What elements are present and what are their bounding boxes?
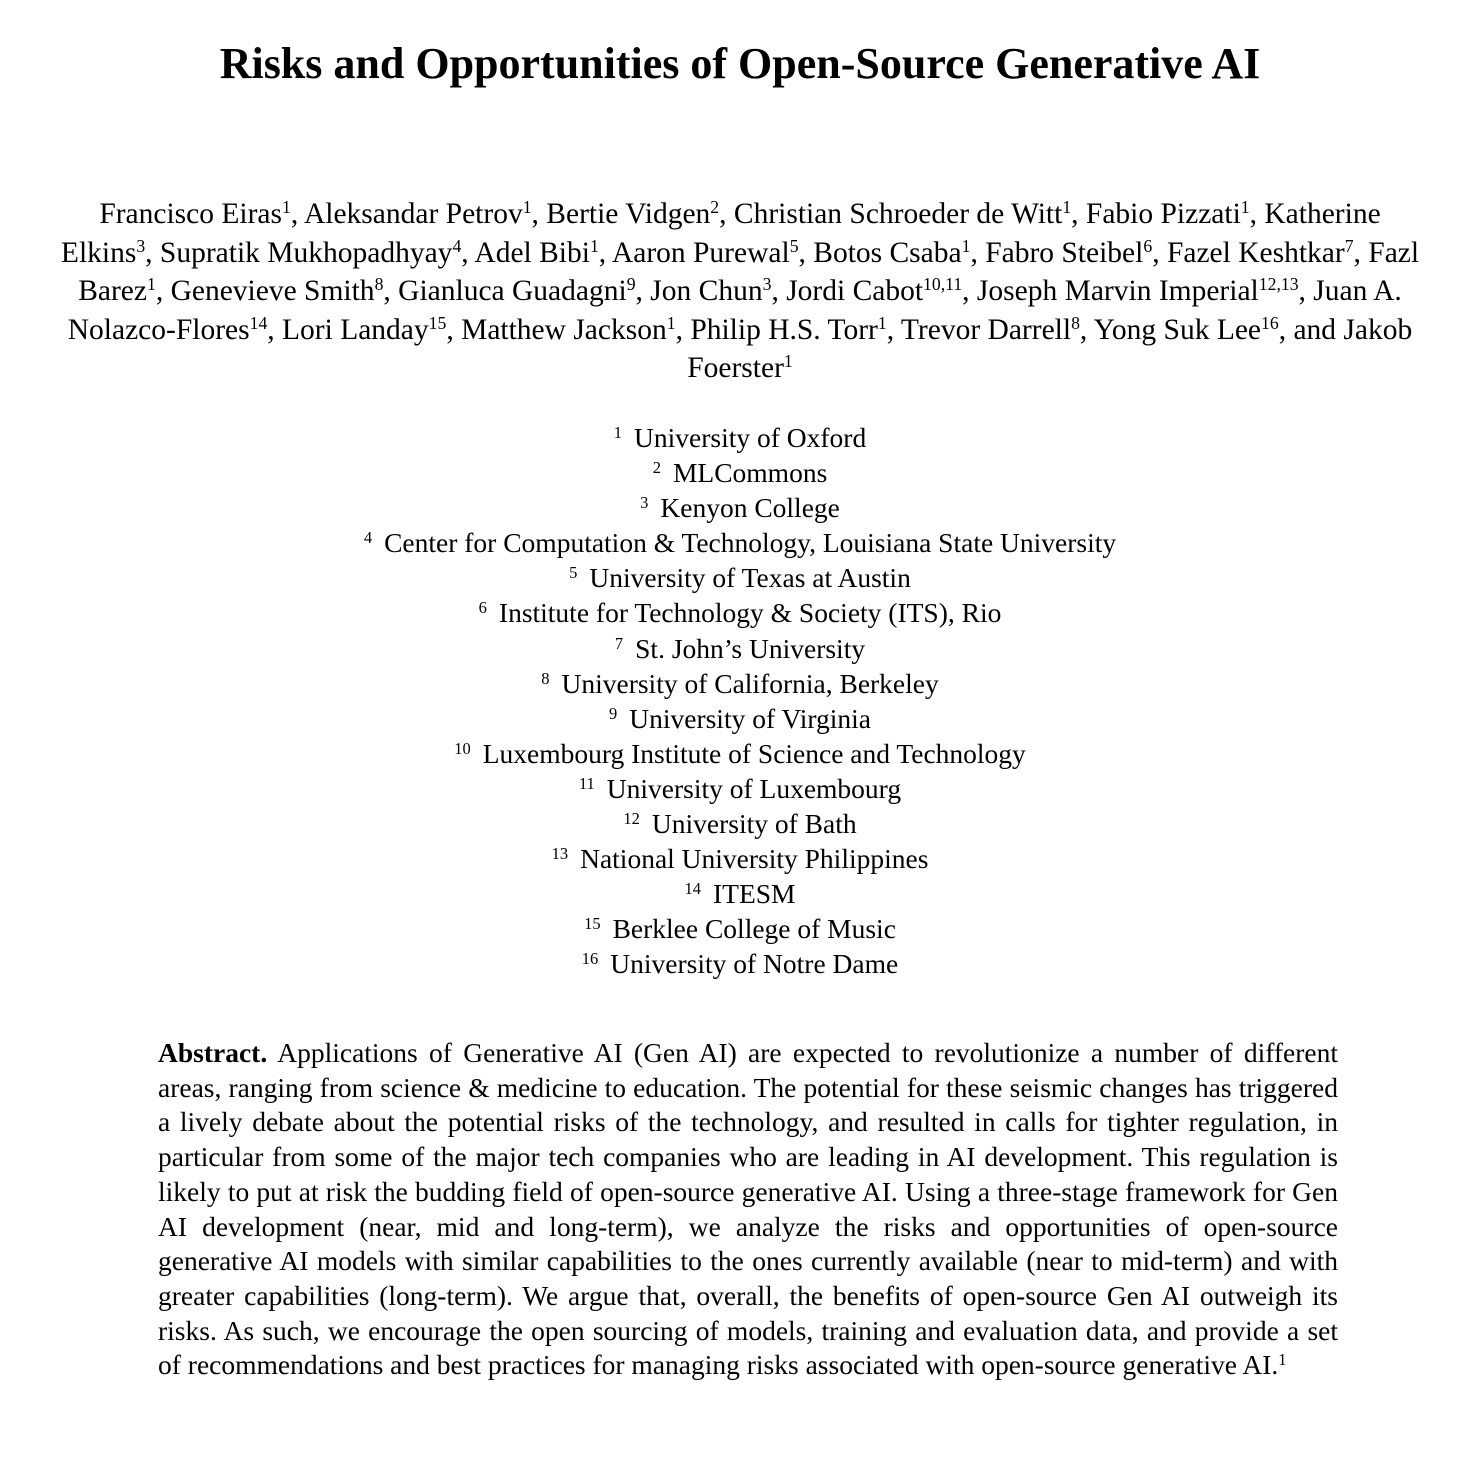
author-name: Katherine Elkins [60,198,1381,269]
author-affiliation-mark: 8 [374,274,384,295]
affiliation-name: University of Oxford [634,422,867,453]
abstract-label: Abstract. [158,1037,268,1068]
affiliation-item [0,490,1480,525]
author-name: Fazl Barez [78,236,1420,307]
author-affiliation-mark: 3 [136,235,146,256]
affiliation-name: MLCommons [672,457,828,489]
author-affiliation-mark: 2 [710,197,720,218]
affiliation-name: Berklee College of Music [612,913,896,945]
affiliation-number: 16 [581,949,599,969]
affiliation-item [0,666,1480,701]
author-name: Juan A. Nolazco-Flores [67,275,1402,346]
affiliation-item [0,911,1480,946]
author-name: Aleksandar Petrov [303,198,523,230]
abstract-text: Applications of Generative AI (Gen AI) are expected to revolutionize a number of different areas, ranging from science & medicine to education. The potential for these seismic changes has triggered a lively debate about the potential risks of the technology, and resulted in calls for tighter regulation, in particular from some of the major tech companies who are leading in AI development. This regulation is likely to put at risk the budding field of open-source generative AI. Using a three-stage framework for Gen AI development (near, mid and long-term), we analyze the risks and opportunities of open-source generative AI models with similar capabilities to the ones currently available (near to mid-term) and with greater capabilities (long-term). We argue that, overall, the benefits of open-source Gen AI outweigh its risks. As such, we encourage the open sourcing of models, training and evaluation data, and provide a set of recommendations and best practices for managing risks associated with open-source generative AI. [158,1037,1338,1381]
affiliation-number: 7 [614,633,624,653]
author-affiliation-mark: 1 [1240,197,1250,218]
affiliation-number: 10 [454,738,471,758]
author-list: Francisco Eiras$^1$, Aleksandar Petrov$^1$, Bertie Vidgen$^2$, Christian Schroeder de Witt$^1$, Fabio Pizzati$^1$, Katherine Elkins$^3$, Supratik Mukhopadhyay$^4$, Adel Bibi$^1$, Aaron Purewal$^5$, Botos Csaba$^1$, Fabro Steibel$^6$, Fazel Keshtkar$^7$, Fazl Barez$^1$, Genevieve Smith$^8$, Gianluca Guadagni$^9$, Jon Chun$^3$, Jordi Cabot$^{10,11}$, Joseph Marvin Imperial$^{12,13}$, Juan A. Nolazco-Flores$^{14}$, Lori Landay$^{15}$, Matthew Jackson$^1$, Philip H.S. Torr$^1$, Trevor Darrell$^8$, Yong Suk Lee$^{16}$, and Jakob Foerster$^1$ [60,197,1420,384]
affiliation-number: 14 [684,879,701,899]
author-name: Philip H.S. Torr [690,313,878,346]
affiliation-name: Kenyon College [660,492,840,524]
affiliation-number: 9 [608,703,618,723]
author-affiliation-mark: 15 [428,312,447,333]
author-name: Fabio Pizzati [1085,198,1241,230]
author-name: Supratik Mukhopadhyay [159,236,453,269]
author-name: Aaron Purewal [611,236,790,269]
affiliation-number: 6 [478,598,487,618]
author-conjunction: and [1293,313,1337,346]
author-affiliation-mark: 3 [762,274,772,295]
affiliation-number: 1 [613,422,623,442]
author-affiliation-mark: 8 [1071,312,1080,333]
author-name: Gianluca Guadagni [398,275,627,307]
author-name: Francisco Eiras [99,198,282,230]
affiliation-item [0,455,1480,490]
author-name: Jakob Foerster [687,313,1413,384]
affiliation-number: 2 [652,458,661,478]
affiliation-item [0,771,1480,806]
author-name: Jordi Cabot [786,275,924,307]
abstract [158,1036,1338,1383]
author-affiliation-mark: 1 [666,312,676,333]
affiliation-number: 15 [584,914,601,934]
author-affiliation-mark: 7 [1344,235,1354,256]
author-name: Adel Bibi [474,236,590,269]
abstract-footnote-mark: 1 [1278,1350,1287,1370]
author-affiliation-mark: 14 [249,312,268,333]
author-affiliation-mark: 16 [1261,312,1279,333]
affiliation-item [0,946,1480,981]
author-affiliation-mark: 1 [1062,197,1072,218]
affiliation-name: University of Texas at Austin [589,562,911,594]
affiliation-number: 11 [578,773,595,793]
author-affiliation-mark: 6 [1143,235,1153,256]
author-name: Fazel Keshtkar [1166,236,1345,269]
author-name: Botos Csaba [813,236,962,269]
author-name: Joseph Marvin Imperial [976,275,1259,307]
author-affiliation-mark: 1 [877,312,887,333]
author-affiliation-mark: 9 [626,274,636,295]
affiliation-number: 4 [363,528,373,548]
affiliation-item [0,701,1480,736]
author-name: Jon Chun [650,275,763,307]
author-affiliation-mark: 1 [146,274,156,295]
affiliation-item [0,595,1480,630]
affiliation-name: Institute for Technology & Society (ITS), Rio [498,597,1002,629]
author-name: Matthew Jackson [461,313,667,346]
affiliation-number: 5 [569,563,578,583]
affiliation-name: University of Luxembourg [606,772,902,804]
affiliation-number: 8 [541,668,550,688]
affiliation-name: Center for Computation & Technology, Louisiana State University [384,527,1117,559]
affiliation-number: 13 [551,844,569,864]
author-affiliation-mark: 4 [452,235,462,256]
author-name: Trevor Darrell [900,313,1072,346]
affiliation-name: University of Virginia [629,702,871,734]
author-affiliation-mark: 1 [589,235,599,256]
author-name: Fabro Steibel [985,236,1144,269]
affiliation-name: National University Philippines [580,843,929,875]
affiliation-item [0,806,1480,841]
author-affiliation-mark: 1 [522,197,532,218]
author-affiliation-mark: 5 [789,235,799,256]
author-affiliation-mark: 12,13 [1258,274,1299,295]
affiliation-item [0,525,1480,560]
affiliation-list [0,420,1480,982]
affiliation-item [0,876,1480,911]
affiliation-number: 12 [623,808,640,828]
author-name: Yong Suk Lee [1093,313,1262,346]
author-name: Christian Schroeder de Witt [733,198,1063,230]
author-affiliation-mark: 1 [961,235,971,256]
affiliation-number: 3 [640,493,649,513]
affiliation-item [0,631,1480,666]
author-affiliation-mark: 10,11 [923,274,963,295]
affiliation-item [0,736,1480,771]
author-name: Lori Landay [282,313,429,346]
author-affiliation-mark: 1 [282,197,291,218]
affiliation-name: University of Bath [651,808,857,840]
affiliation-name: ITESM [713,878,796,910]
paper-title: Risks and Opportunities of Open-Source Generative AI [219,39,1261,88]
affiliation-name: Luxembourg Institute of Science and Technology [482,737,1026,769]
affiliation-item [0,560,1480,595]
author-name: Genevieve Smith [170,275,375,307]
author-affiliation-mark: 1 [783,351,793,372]
affiliation-item [0,420,1480,455]
affiliation-name: University of California, Berkeley [561,667,939,699]
author-name: Bertie Vidgen [546,198,711,230]
affiliation-name: St. John’s University [635,632,866,664]
affiliation-item [0,841,1480,876]
affiliation-name: University of Notre Dame [610,948,899,980]
